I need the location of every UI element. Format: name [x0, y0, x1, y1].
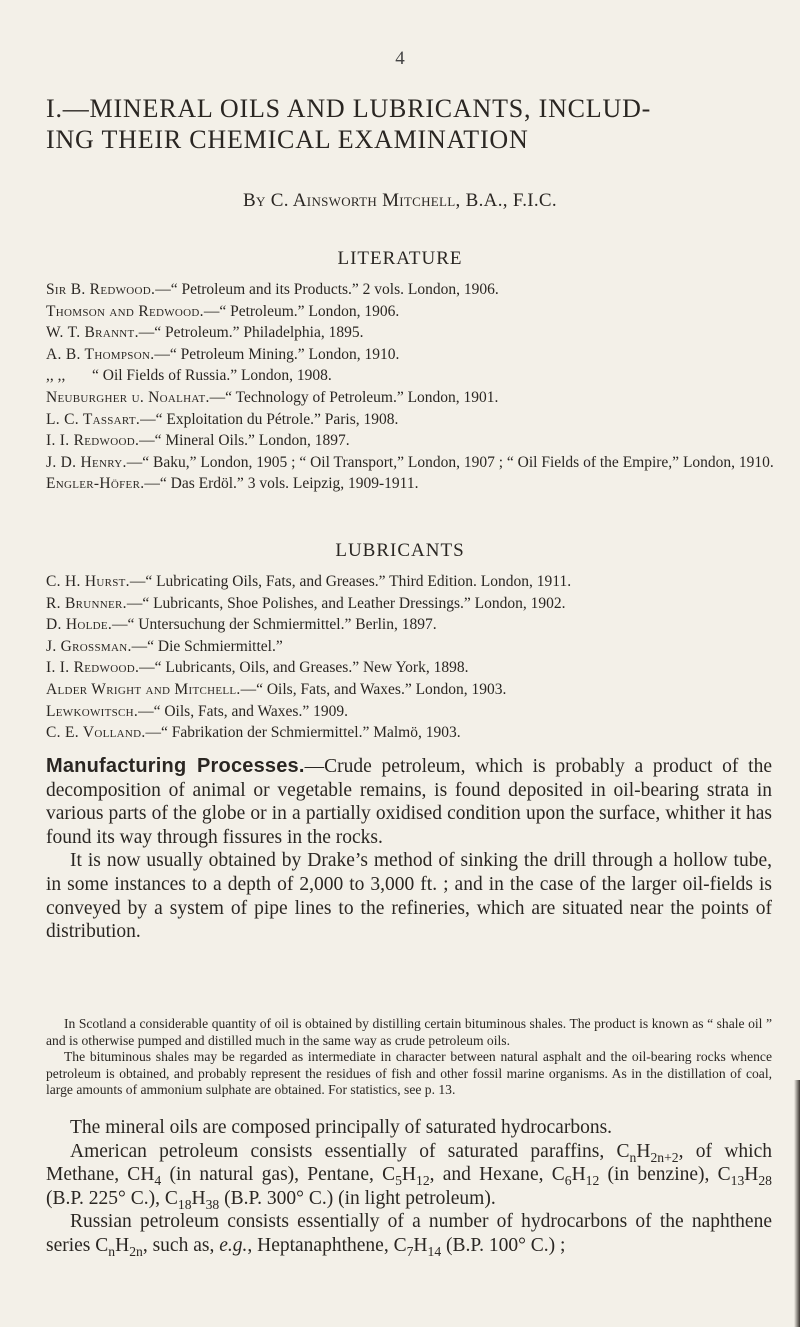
reference-text: —“ Mineral Oils.” London, 1897.	[139, 432, 350, 450]
page-edge-shadow	[794, 1080, 800, 1327]
chapter-title-line-2: ING THEIR CHEMICAL EXAMINATION	[46, 125, 529, 154]
reference-entry	[46, 722, 776, 744]
chapter-title-line-1: I.—MINERAL OILS AND LUBRICANTS, INCLUD-	[46, 94, 652, 123]
chapter-title	[46, 93, 766, 155]
run-in-heading: Manufacturing Processes.	[46, 755, 305, 777]
reference-text: —“ Oils, Fats, and Waxes.” 1909.	[138, 702, 348, 720]
paragraph-text: —Crude petroleum, which is probably a product of the decomposition of animal or vegetable remains, is found deposited in oil-bearing strata in various parts of the globe or in a partially oxidised condition upon the surface, whither it has found its way through fissures in the rocks.	[46, 756, 772, 848]
reference-author: Engler-Höfer.	[46, 475, 145, 493]
small-print-note	[46, 1016, 772, 1099]
paragraph-naphthenes: Russian petroleum consists essentially of a number of hydrocarbons of the naphthene series $C_nH_{2n}$, such as, e.g., Heptanaphthene, $C_7H_{14}$ (B.P. 100° C.) ;	[46, 1211, 772, 1259]
reference-text: —“ Technology of Petroleum.” London, 1901.	[209, 388, 499, 406]
byline-degrees: B.A., F.I.C.	[465, 190, 557, 211]
paragraph	[46, 755, 772, 849]
reference-author: C. H. Hurst.	[46, 573, 130, 590]
reference-entry	[46, 679, 776, 701]
reference-author: J. Grossman.	[46, 637, 132, 655]
reference-author: Neuburgher u. Noalhat.	[46, 388, 210, 406]
reference-entry	[46, 365, 776, 387]
reference-author: Alder Wright and Mitchell.	[46, 680, 241, 698]
paragraph-paraffins: American petroleum consists essentially of saturated paraffins, $C_nH_{2n+2}$, of which Methane, $CH_4$ (in natural gas), Pentane, $C_5H_{12}$, and Hexane, $C_6H_{12}$ (in benzine), $C_{13}H_{28}$ (B.P. 225° C.), $C_{18}H_{38}$ (B.P. 300° C.) (in light petroleum).	[46, 1140, 772, 1212]
reference-text: —“ Das Erdöl.” 3 vols. Leipzig, 1909-1911.	[144, 475, 419, 493]
reference-entry	[46, 614, 776, 636]
reference-author: C. E. Volland.	[46, 724, 146, 742]
reference-entry	[46, 387, 776, 409]
reference-author: W. T. Brannt.	[46, 324, 139, 342]
reference-author: A. B. Thompson.	[46, 345, 155, 363]
reference-text: —“ Petroleum and its Products.” 2 vols. London, 1906.	[155, 281, 499, 298]
reference-text: “ Oil Fields of Russia.” London, 1908.	[92, 367, 332, 385]
reference-entry	[46, 452, 776, 474]
page-number: 4	[395, 48, 405, 69]
reference-entry	[46, 473, 776, 495]
literature-heading: LITERATURE	[337, 248, 463, 269]
reference-text: —“ Petroleum.” Philadelphia, 1895.	[138, 324, 364, 342]
reference-text: —“ Petroleum.” London, 1906.	[203, 302, 400, 320]
reference-entry	[46, 322, 776, 344]
reference-author: J. D. Henry.	[46, 453, 127, 471]
reference-text: —“ Die Schmiermittel.”	[131, 637, 283, 655]
reference-entry	[46, 409, 776, 431]
reference-entry	[46, 430, 776, 452]
lubricants-list	[46, 571, 776, 744]
note-paragraph: In Scotland a considerable quantity of oil is obtained by distilling certain bituminous shales. The product is known as “ shale oil ” and is otherwise pumped and distilled much in the same way as crude petroleum oils.	[46, 1016, 772, 1048]
reference-entry	[46, 657, 776, 679]
note-paragraph: The bituminous shales may be regarded as intermediate in character between natural asphalt and the oil-bearing rocks whence petroleum is obtained, and probably represent the residues of fish and other fossil marine organisms. As in the distillation of coal, large amounts of ammonium sulphate are obtained. For statistics, see p. 13.	[46, 1049, 772, 1098]
reference-entry	[46, 571, 776, 593]
reference-entry	[46, 593, 776, 615]
manufacturing-section	[46, 755, 772, 944]
paragraph: The mineral oils are composed principally of saturated hydrocarbons.	[70, 1117, 613, 1138]
reference-author: I. I. Redwood.	[46, 432, 140, 450]
byline-author: C. Ainsworth Mitchell,	[270, 190, 461, 211]
reference-author: L. C. Tassart.	[46, 410, 141, 428]
reference-text: —“ Lubricants, Oils, and Greases.” New York, 1898.	[139, 659, 469, 677]
reference-text: —“ Untersuchung der Schmiermittel.” Berlin, 1897.	[112, 616, 437, 634]
lubricants-heading: LUBRICANTS	[335, 540, 465, 561]
reference-entry	[46, 301, 776, 323]
reference-text: —“ Exploitation du Pétrole.” Paris, 1908.	[140, 410, 399, 428]
reference-entry	[46, 344, 776, 366]
composition-section	[46, 1116, 772, 1258]
reference-text: —“ Oils, Fats, and Waxes.” London, 1903.	[240, 680, 507, 698]
reference-text: —“ Lubricating Oils, Fats, and Greases.” Third Edition. London, 1911.	[129, 573, 572, 590]
reference-author: R. Brunner.	[46, 594, 127, 612]
reference-author: Lewkowitsch.	[46, 702, 139, 720]
reference-text: —“ Baku,” London, 1905 ; “ Oil Transport,” London, 1907 ; “ Oil Fields of the Empire,” London, 1910.	[126, 453, 774, 471]
reference-author: Thomson and Redwood.	[46, 302, 204, 320]
reference-author: D. Holde.	[46, 616, 113, 634]
literature-list	[46, 279, 776, 495]
reference-text: —“ Lubricants, Shoe Polishes, and Leather Dressings.” London, 1902.	[126, 594, 566, 612]
reference-text: —“ Fabrikation der Schmiermittel.” Malmö, 1903.	[145, 724, 461, 742]
byline	[0, 190, 800, 212]
reference-entry	[46, 279, 776, 301]
reference-author: I. I. Redwood.	[46, 659, 140, 677]
paragraph: It is now usually obtained by Drake’s method of sinking the drill through a hollow tube, in some instances to a depth of 2,000 to 3,000 ft. ; and in the case of the larger oil-fields is conveyed by a system of pipe lines to the refineries, which are situated near the points of distribution.	[46, 850, 772, 943]
reference-entry	[46, 701, 776, 723]
reference-text: —“ Petroleum Mining.” London, 1910.	[154, 345, 400, 363]
byline-prefix: By	[243, 190, 266, 211]
reference-ditto: ,, ,,	[46, 367, 66, 385]
reference-entry	[46, 636, 776, 658]
reference-author: Sir B. Redwood.	[46, 281, 156, 298]
